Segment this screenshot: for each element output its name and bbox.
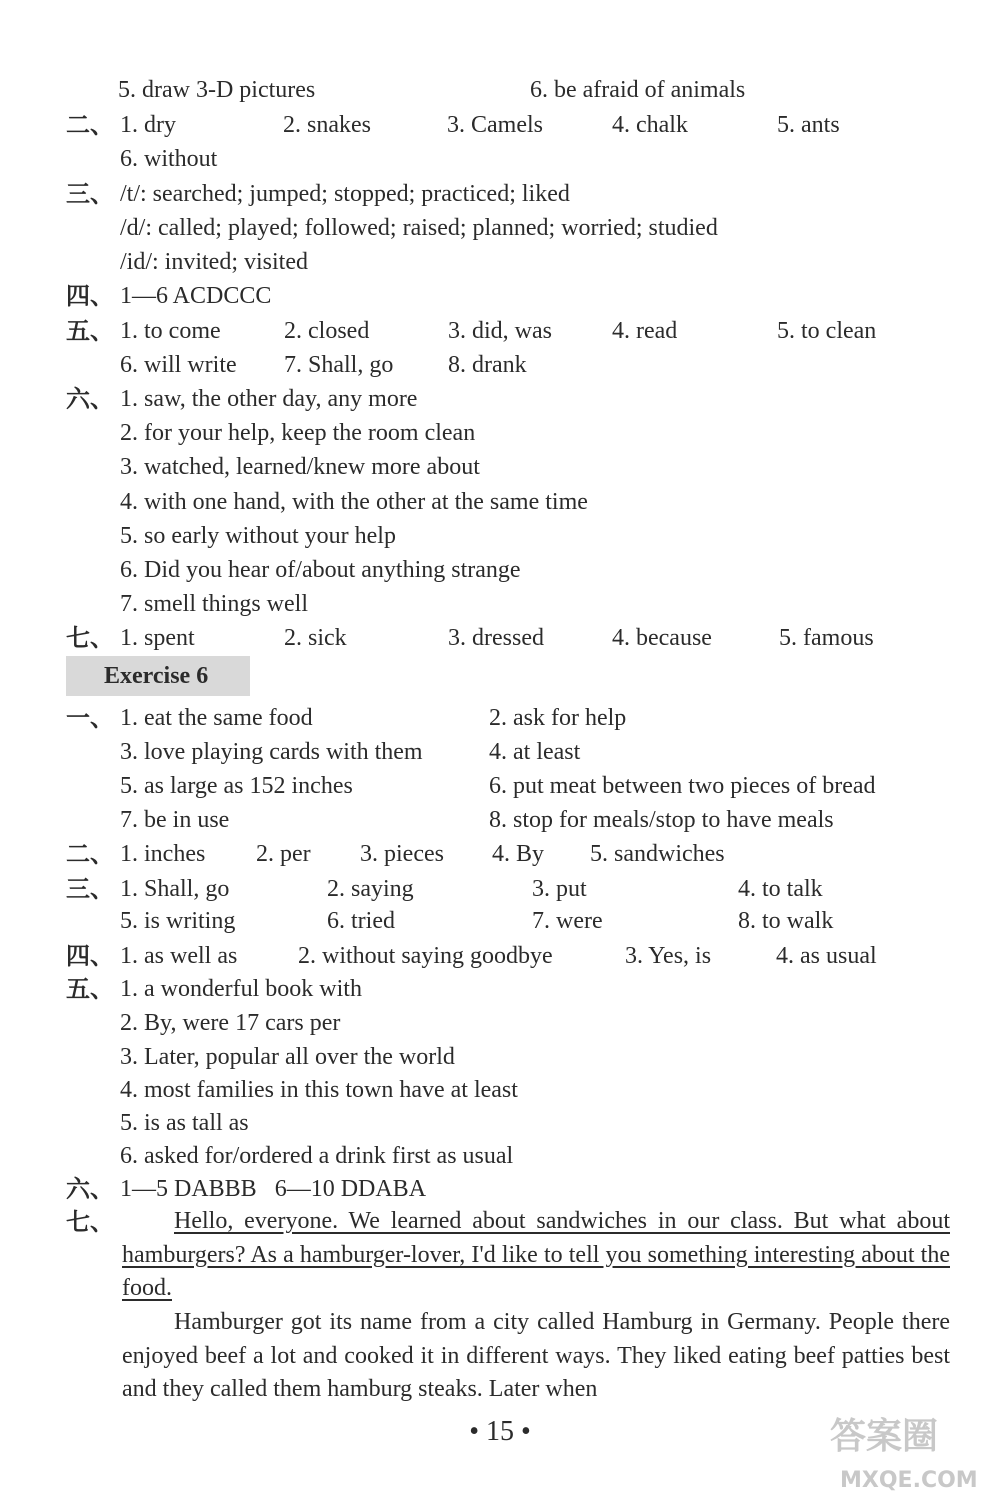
answer-line: 1. a wonderful book with <box>120 976 362 1002</box>
answer-line: 5. draw 3-D pictures <box>118 77 316 103</box>
section-marker: 五、 <box>66 975 114 1003</box>
answer-line: 2. for your help, keep the room clean <box>120 420 476 446</box>
answer-line: /t/: searched; jumped; stopped; practiced; liked <box>120 181 570 207</box>
answer-line: 1—6 ACDCCC <box>120 283 272 309</box>
answer-item: 5. to clean <box>777 318 877 344</box>
section-marker: 二、 <box>66 111 114 139</box>
section-marker: 六、 <box>66 385 114 413</box>
answer-item: 4. because <box>612 625 712 651</box>
answer-line: 6. be afraid of animals <box>530 77 746 103</box>
answer-item: 4. as usual <box>776 943 877 969</box>
essay-paragraph-underlined <box>122 1205 950 1306</box>
answer-item: 7. were <box>532 908 603 934</box>
answer-line: /d/: called; played; followed; raised; planned; worried; studied <box>120 215 718 241</box>
answer-item: 3. dressed <box>448 625 544 651</box>
answer-item: 2. ask for help <box>489 705 627 731</box>
answer-item: 2. saying <box>327 876 414 902</box>
answer-item: 1. as well as <box>120 943 238 969</box>
answer-item: 5. famous <box>779 625 874 651</box>
answer-item: 2. snakes <box>283 112 371 138</box>
watermark-logo: 答案圈 <box>830 1416 939 1457</box>
answer-item: 2. per <box>256 841 311 867</box>
answer-item: 2. closed <box>284 318 370 344</box>
answer-item: 5. is writing <box>120 908 236 934</box>
answer-item: 5. ants <box>777 112 840 138</box>
answer-line: 1. saw, the other day, any more <box>120 386 418 412</box>
answer-item: 3. pieces <box>360 841 444 867</box>
answer-item: 1. Shall, go <box>120 876 230 902</box>
answer-item: 4. at least <box>489 739 581 765</box>
page-number: • 15 • <box>469 1416 531 1447</box>
section-marker: 五、 <box>66 317 114 345</box>
answer-item: 4. read <box>612 318 678 344</box>
section-marker: 六、 <box>66 1175 114 1203</box>
exercise-heading <box>66 656 250 696</box>
answer-line: 4. most families in this town have at least <box>120 1077 518 1103</box>
section-marker: 七、 <box>66 1208 114 1236</box>
answer-item: 1. dry <box>120 112 176 138</box>
answer-item: 6. tried <box>327 908 395 934</box>
answer-item: 2. without saying goodbye <box>298 943 553 969</box>
answer-item: 3. put <box>532 876 587 902</box>
watermark-url: MXQE.COM <box>840 1468 978 1493</box>
answer-item: 4. chalk <box>612 112 688 138</box>
essay-intro-text: Hello, everyone. We learned about sandwiches in our class. But what about hamburgers? As a hamburger-lover, I'd like to tell you something interesting about the food. <box>122 1208 950 1301</box>
answer-item: 3. did, was <box>448 318 552 344</box>
answer-item: 4. By <box>492 841 545 867</box>
answer-line: 1—5 DABBB 6—10 DDABA <box>120 1176 427 1202</box>
answer-item: 2. sick <box>284 625 347 651</box>
answer-item: 7. Shall, go <box>284 352 394 378</box>
answer-item: 3. Camels <box>447 112 543 138</box>
answer-item: 8. to walk <box>738 908 834 934</box>
essay-paragraph: Hamburger got its name from a city called Hamburg in Germany. People there enjoyed beef a lot and cooked it in different ways. They liked eating beef patties best and they called them hamburg steaks. Later when <box>122 1309 950 1402</box>
answer-item: 1. spent <box>120 625 195 651</box>
answer-item: 5. sandwiches <box>590 841 725 867</box>
answer-line: 6. asked for/ordered a drink first as usual <box>120 1143 514 1169</box>
answer-line: 7. smell things well <box>120 591 308 617</box>
section-marker: 三、 <box>66 875 114 903</box>
answer-item: 3. Yes, is <box>625 943 712 969</box>
answer-item: 1. inches <box>120 841 206 867</box>
answer-item: 6. without <box>120 146 218 172</box>
answer-item: 8. drank <box>448 352 527 378</box>
answer-line: 3. watched, learned/knew more about <box>120 454 480 480</box>
answer-item: 6. will write <box>120 352 237 378</box>
answer-line: 5. so early without your help <box>120 523 396 549</box>
answer-line: 3. Later, popular all over the world <box>120 1044 455 1070</box>
answer-line: 4. with one hand, with the other at the same time <box>120 489 588 515</box>
answer-item: 3. love playing cards with them <box>120 739 423 765</box>
section-marker: 三、 <box>66 180 114 208</box>
section-marker: 二、 <box>66 840 114 868</box>
answer-item: 5. as large as 152 inches <box>120 773 353 799</box>
section-marker: 七、 <box>66 624 114 652</box>
answer-line: 2. By, were 17 cars per <box>120 1010 341 1036</box>
section-marker: 一、 <box>66 704 114 732</box>
answer-item: 1. eat the same food <box>120 705 313 731</box>
exercise-title: Exercise 6 <box>104 663 209 689</box>
answer-line: 5. is as tall as <box>120 1110 249 1136</box>
answer-item: 6. put meat between two pieces of bread <box>489 773 876 799</box>
answer-item: 4. to talk <box>738 876 823 902</box>
answer-line: 6. Did you hear of/about anything strange <box>120 557 521 583</box>
section-marker: 四、 <box>66 942 114 970</box>
answer-line: /id/: invited; visited <box>120 249 308 275</box>
section-marker: 四、 <box>66 282 114 310</box>
answer-item: 1. to come <box>120 318 221 344</box>
answer-item: 8. stop for meals/stop to have meals <box>489 807 834 833</box>
answer-item: 7. be in use <box>120 807 230 833</box>
